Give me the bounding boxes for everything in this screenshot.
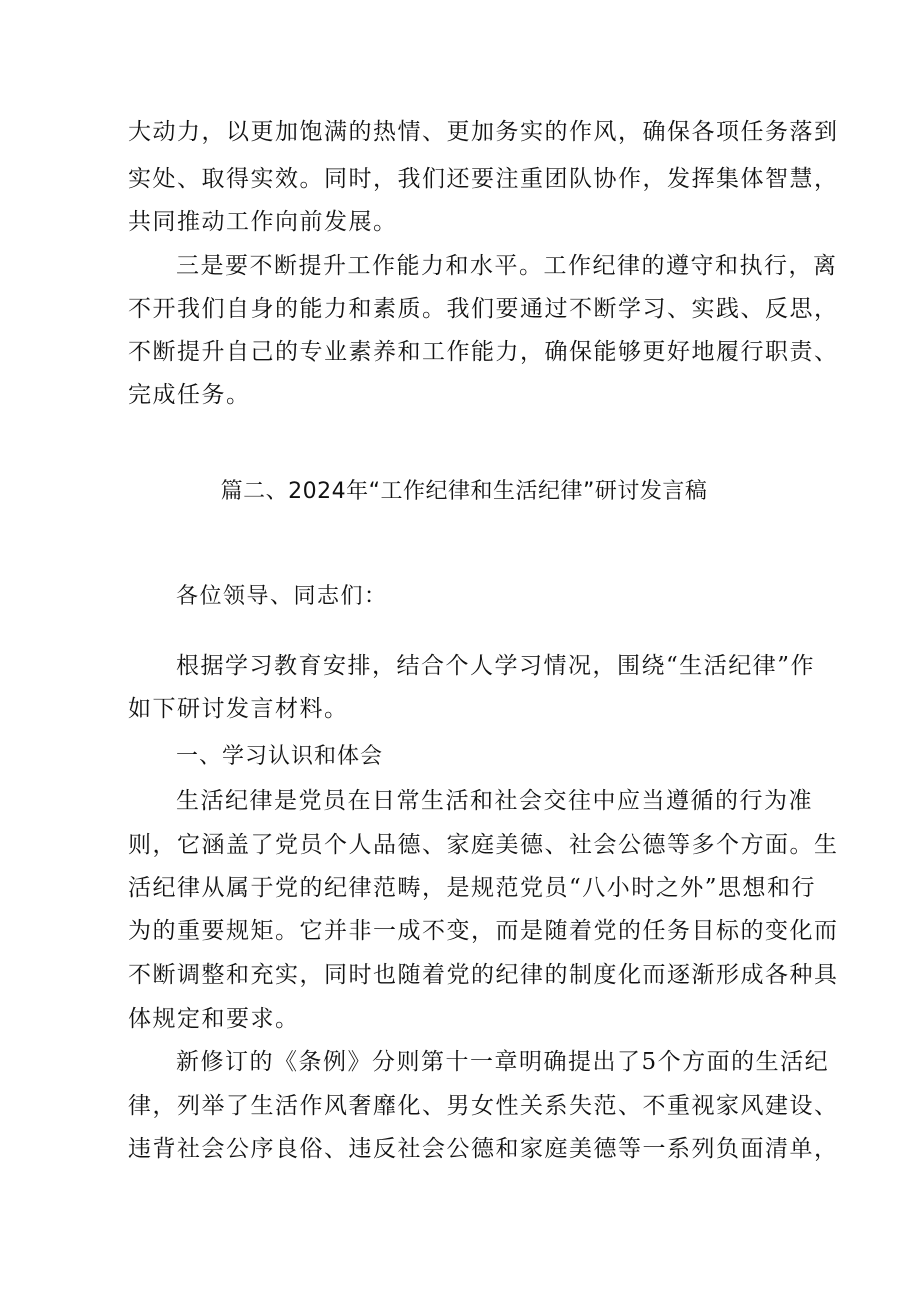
body-line: 三是要不断提升工作能力和水平。工作纪律的遵守和执行，离 bbox=[176, 253, 838, 279]
para-line: 活纪律从属于党的纪律范畴，是规范党员“八小时之外”思想和行 bbox=[128, 875, 817, 901]
intro-line: 如下研讨发言材料。 bbox=[128, 696, 349, 722]
para-line: 不断调整和充实，同时也随着党的纪律的制度化而逐渐形成各种具 bbox=[128, 962, 839, 988]
salutation: 各位领导、同志们： bbox=[176, 584, 388, 609]
para-line: 体规定和要求。 bbox=[128, 1006, 300, 1032]
body-line: 不开我们自身的能力和素质。我们要通过不断学习、实践、反思， bbox=[128, 296, 839, 322]
para-line: 为的重要规矩。它并非一成不变，而是随着党的任务目标的变化而 bbox=[128, 918, 839, 944]
body-line: 大动力，以更加饱满的热情、更加务实的作风，确保各项任务落到 bbox=[128, 119, 839, 145]
article-title: 篇二、2024年“工作纪律和生活纪律”研讨发言稿 bbox=[220, 479, 708, 504]
para-line: 生活纪律是党员在日常生活和社会交往中应当遵循的行为准 bbox=[176, 788, 813, 814]
para-line: 违背社会公序良俗、违反社会公德和家庭美德等一系列负面清单， bbox=[128, 1136, 839, 1162]
body-line: 共同推动工作向前发展。 bbox=[128, 209, 398, 235]
section-heading: 一、学习认识和体会 bbox=[176, 744, 384, 769]
para-line: 则，它涵盖了党员个人品德、家庭美德、社会公德等多个方面。生 bbox=[128, 832, 839, 858]
intro-line: 根据学习教育安排，结合个人学习情况，围绕“生活纪律”作 bbox=[176, 653, 816, 679]
body-line: 完成任务。 bbox=[128, 382, 251, 408]
para-line: 新修订的《条例》分则第十一章明确提出了5个方面的生活纪 bbox=[176, 1049, 830, 1075]
para-line: 律，列举了生活作风奢靡化、男女性关系失范、不重视家风建设、 bbox=[128, 1093, 839, 1119]
body-line: 不断提升自己的专业素养和工作能力，确保能够更好地履行职责、 bbox=[128, 339, 839, 365]
body-line: 实处、取得实效。同时，我们还要注重团队协作，发挥集体智慧， bbox=[128, 166, 839, 192]
